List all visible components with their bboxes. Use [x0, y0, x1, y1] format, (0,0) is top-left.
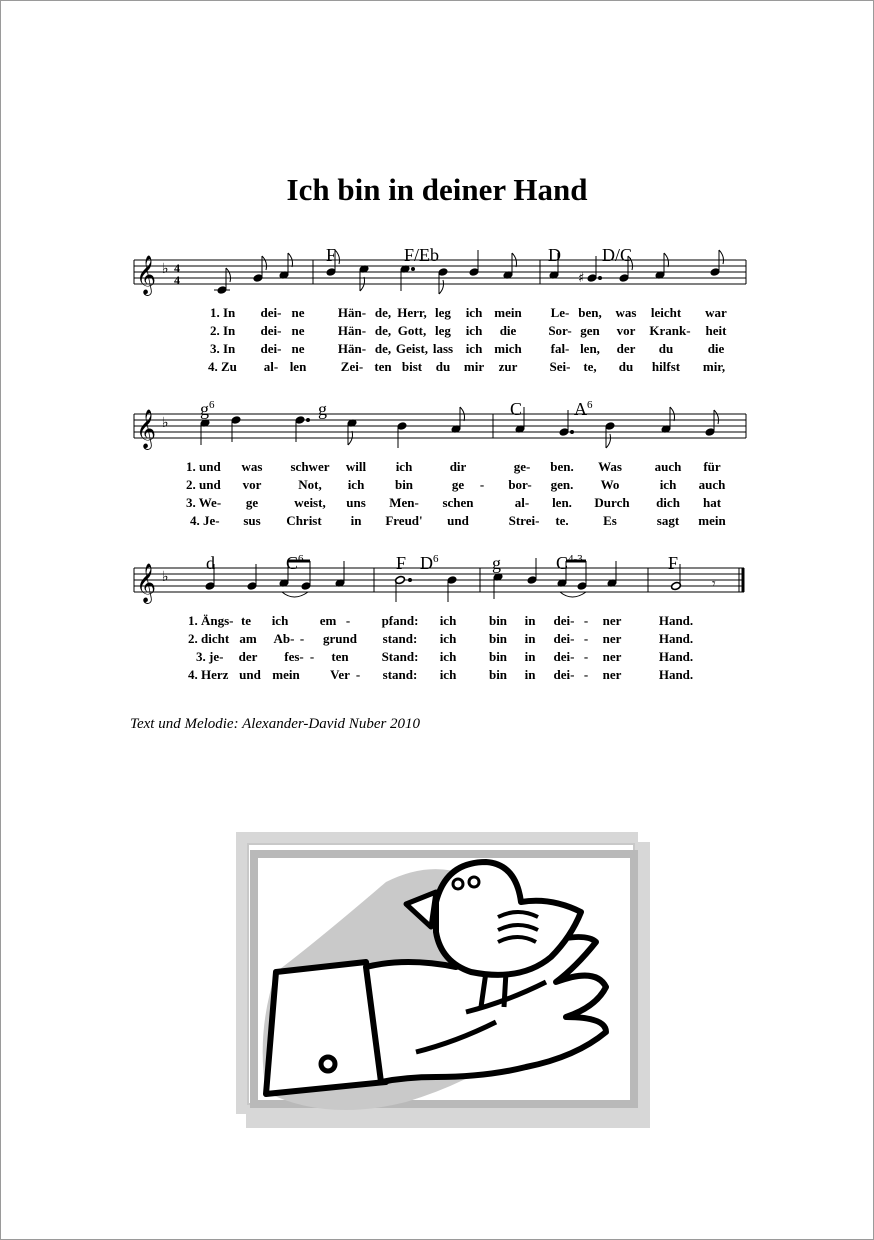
song-title: Ich bin in deiner Hand [286, 172, 588, 207]
chord-label: F/Eb [404, 245, 440, 265]
treble-clef-icon: 𝄞 [136, 409, 157, 449]
chord-label: $g^6$ [200, 399, 215, 419]
svg-text:♯: ♯ [578, 271, 585, 286]
chord-label: C [510, 399, 523, 419]
chord-label: D [548, 245, 561, 265]
chord-label: $A^6$ [574, 399, 593, 419]
flat-key-signature-icon: ♭ [162, 261, 169, 277]
chord-label: F [668, 553, 679, 573]
eighth-rest-icon: 𝄾 [712, 576, 716, 592]
bird-in-hand-icon [236, 832, 650, 1128]
treble-clef-icon: 𝄞 [136, 563, 157, 603]
flat-key-signature-icon: ♭ [162, 569, 169, 585]
chord-label: F [326, 245, 337, 265]
chord-label: g [492, 553, 501, 573]
chord-label: $C^{4-3}$ [556, 553, 583, 573]
chord-label: D/C [602, 245, 633, 265]
chord-label: F [396, 553, 407, 573]
credit-line: Text und Melodie: Alexander-David Nuber 2010 [130, 716, 421, 732]
music-system-1: 𝄞 ♭ 4 4 ♯ F F/Eb D D/C 1. In dei- ne Hän- de, Herr, leg ich mein Le- ben, was leicht war 2. In dei- ne Hän- de, Gott, leg ich die Sor- gen vor Krank- heit 3. In dei- ne Hän- de, Geist, lass ich mich fal- len, der du die 4. Zu al- len Zei- ten bist du mir zur Sei- te, du hilfst mir, [130, 240, 750, 380]
time-signature-top: 4 [174, 261, 180, 275]
staff-3 [130, 548, 750, 618]
staff-2 [130, 394, 750, 464]
chord-label: $D^6$ [420, 553, 439, 573]
staff-1 [130, 240, 750, 310]
time-signature-bottom: 4 [174, 273, 180, 287]
chord-label: g [318, 399, 327, 419]
flat-key-signature-icon: ♭ [162, 415, 169, 431]
music-system-2: 𝄞 ♭ $g^6$ g C $A^6$ 1. und was schwer will ich dir ge- ben. Was auch für 2. und vor Not, ich bin ge - bor- gen. Wo ich auch 3. We- ge weist, uns Men- schen al- len. Durch dich hat 4. Je- sus Christ in Freud' und Strei- te. Es sagt mein [130, 394, 750, 534]
music-system-3: 𝄞 ♭ 𝄾 d $C^6$ F $D^6$ g $C^{4-3}$ F 1. Ängs- te ich em - pfand: ich bin in dei- - ner Hand. 2. dicht am Ab- - grund stand: ich bin in dei- - ner Hand. 3. je- der fes- - ten Stand: ich bin in dei- - ner Hand. 4. Herz und mein Ver - stand: ich bin in dei- - ner Hand. [130, 548, 750, 688]
chord-label: d [206, 553, 215, 573]
chord-label: $C^6$ [286, 553, 304, 573]
treble-clef-icon: 𝄞 [136, 255, 157, 295]
